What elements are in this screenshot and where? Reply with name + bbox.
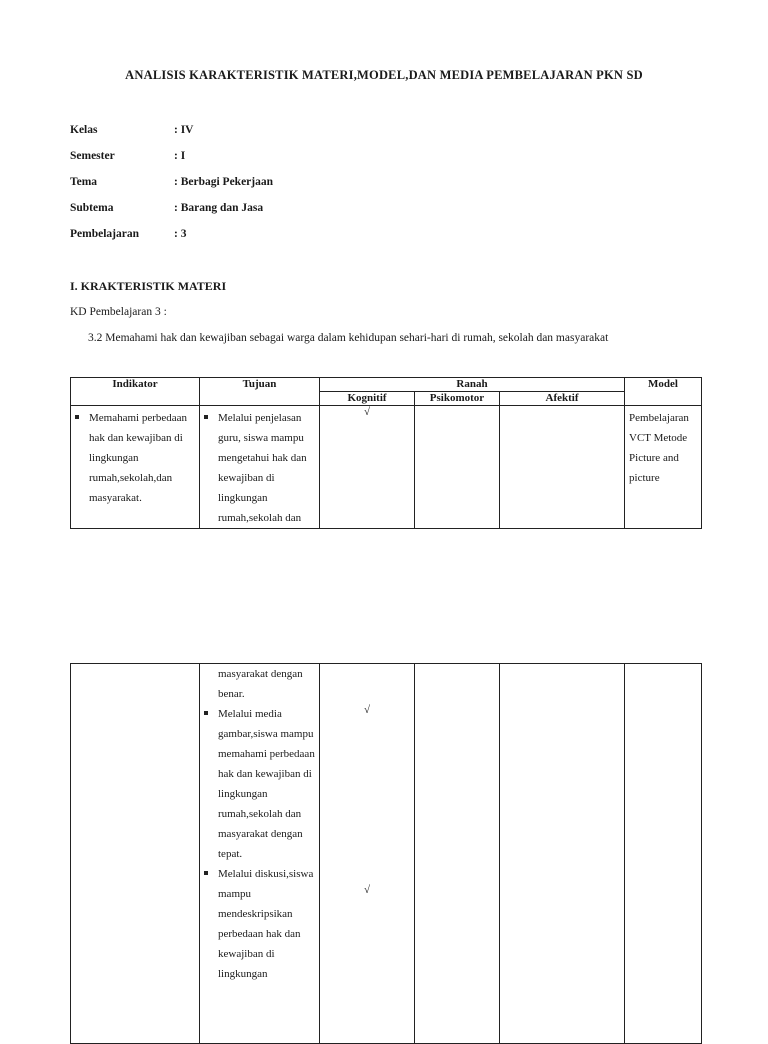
meta-label: Pembelajaran xyxy=(70,228,139,240)
indikator-item: Memahami perbedaan hak dan kewajiban di lingkungan rumah,sekolah,dan masyarakat. xyxy=(75,408,195,508)
kd-label: KD Pembelajaran 3 : xyxy=(70,306,167,318)
model-text: Pembelajaran VCT Metode Picture and picture xyxy=(629,412,689,484)
analysis-table xyxy=(70,377,702,529)
meta-row-tema xyxy=(70,172,470,198)
header-psikomotor: Psikomotor xyxy=(415,392,500,406)
checkmark: √ xyxy=(363,884,371,896)
cell-indikator xyxy=(71,406,200,529)
cell-model xyxy=(625,406,702,529)
meta-value: : Barang dan Jasa xyxy=(174,202,264,214)
header-tujuan: Tujuan xyxy=(200,378,320,406)
meta-label: Tema xyxy=(70,176,98,188)
cell-tujuan xyxy=(200,406,320,529)
tujuan-continuation: masyarakat dengan benar. xyxy=(218,668,303,700)
cell-psikomotor xyxy=(415,664,500,1044)
cell-model xyxy=(625,664,702,1044)
cell-kognitif xyxy=(320,664,415,1044)
table-row xyxy=(71,406,702,529)
tujuan-item: Melalui media gambar,siswa mampu memahami perbedaan hak dan kewajiban di lingkungan rumah,sekolah dan masyarakat dengan tepat. xyxy=(204,704,315,864)
meta-row-subtema xyxy=(70,198,470,224)
document-title: ANALISIS KARAKTERISTIK MATERI,MODEL,DAN MEDIA PEMBELAJARAN PKN SD xyxy=(125,68,643,82)
cell-afektif xyxy=(500,664,625,1044)
meta-row-kelas xyxy=(70,120,470,146)
meta-label: Semester xyxy=(70,150,115,162)
meta-row-semester xyxy=(70,146,470,172)
meta-value: : 3 xyxy=(174,228,187,240)
cell-afektif xyxy=(500,406,625,529)
meta-info xyxy=(70,120,470,250)
checkmark: √ xyxy=(363,406,371,418)
meta-value: : Berbagi Pekerjaan xyxy=(174,176,274,188)
header-afektif: Afektif xyxy=(500,392,625,406)
checkmark: √ xyxy=(363,704,371,716)
section-heading: I. KRAKTERISTIK MATERI xyxy=(70,279,227,293)
meta-label: Kelas xyxy=(70,124,98,136)
meta-label: Subtema xyxy=(70,202,114,214)
header-ranah: Ranah xyxy=(320,378,625,392)
tujuan-item: Melalui penjelasan guru, siswa mampu mengetahui hak dan kewajiban di lingkungan rumah,sekolah dan xyxy=(204,408,315,528)
header-model: Model xyxy=(625,378,702,406)
meta-value: : IV xyxy=(174,124,194,136)
meta-value: : I xyxy=(174,150,186,162)
table-row xyxy=(71,664,702,1044)
header-kognitif: Kognitif xyxy=(320,392,415,406)
cell-kognitif xyxy=(320,406,415,529)
analysis-table-continued xyxy=(70,663,702,1044)
tujuan-item: Melalui diskusi,siswa mampu mendeskripsikan perbedaan hak dan kewajiban di lingkungan xyxy=(204,864,315,984)
cell-indikator xyxy=(71,664,200,1044)
meta-row-pembelajaran xyxy=(70,224,470,250)
kd-text: 3.2 Memahami hak dan kewajiban sebagai warga dalam kehidupan sehari-hari di rumah, sekolah dan masyarakat xyxy=(88,332,609,344)
header-indikator: Indikator xyxy=(71,378,200,406)
cell-psikomotor xyxy=(415,406,500,529)
cell-tujuan xyxy=(200,664,320,1044)
